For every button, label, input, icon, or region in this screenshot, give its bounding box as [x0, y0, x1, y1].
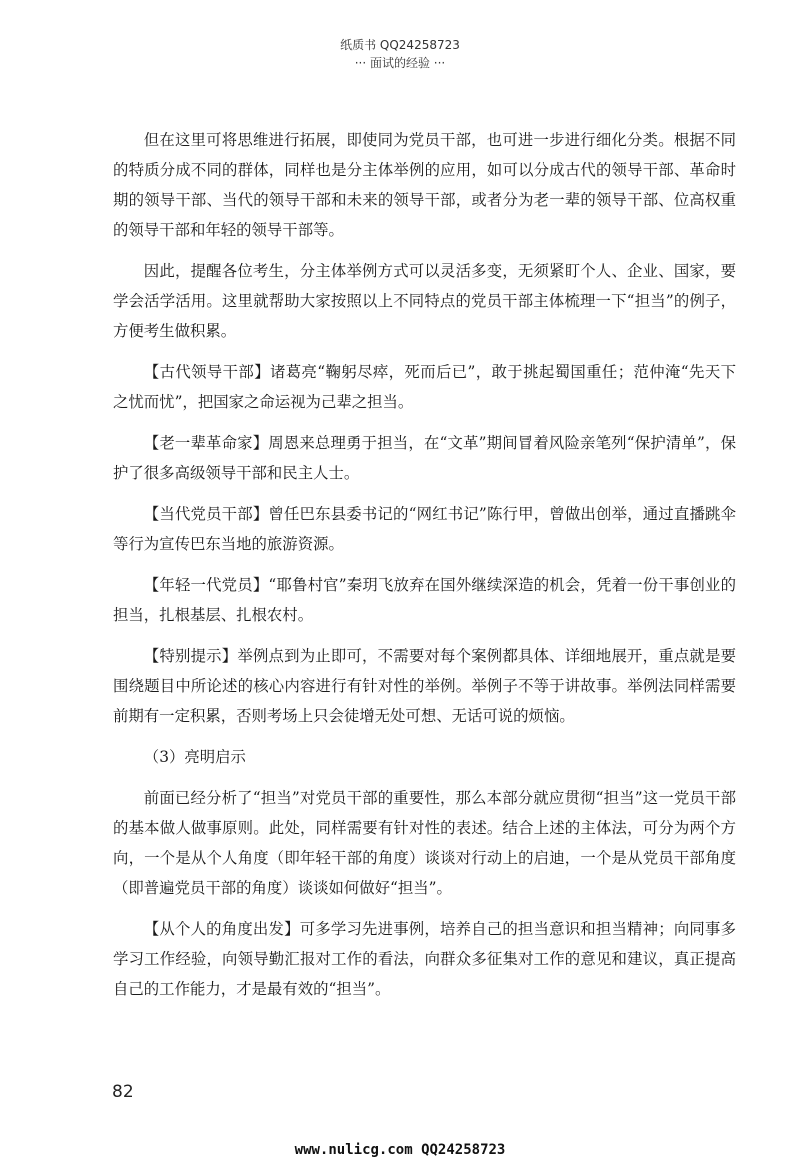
paragraph-text: 周恩来总理勇于担当，在“文革”期间冒着风险亲笔列“保护清单”，保护了很多高级领导干部和民主人士。: [113, 434, 736, 482]
paragraph: [113, 499, 736, 559]
page-number: 82: [112, 1082, 134, 1102]
paragraph-tag: 【年轻一代党员】: [143, 576, 269, 594]
paragraph-tag: 【古代领导干部】: [143, 363, 270, 381]
body-text: [113, 125, 736, 1015]
paragraph-tag: 【老一辈革命家】: [143, 434, 269, 452]
paragraph-text: 但在这里可将思维进行拓展，即使同为党员干部，也可进一步进行细化分类。根据不同的特质分成不同的群体，同样也是分主体举例的应用，如可以分成古代的领导干部、革命时期的领导干部、当代的领导干部和未来的领导干部，或者分为老一辈的领导干部、位高权重的领导干部和年轻的领导干部等。: [113, 131, 736, 239]
paragraph-text: 可多学习先进事例，培养自己的担当意识和担当精神；向同事多学习工作经验，向领导勤汇报对工作的看法，向群众多征集对工作的意见和建议，真正提高自己的工作能力，才是最有效的“担当”。: [113, 920, 736, 998]
paragraph-tag: 【当代党员干部】: [143, 505, 269, 523]
page-header: [0, 38, 800, 71]
paragraph: [113, 914, 736, 1004]
paragraph-text: 前面已经分析了“担当”对党员干部的重要性，那么本部分就应贯彻“担当”这一党员干部的基本做人做事原则。此处，同样需要有针对性的表述。结合上述的主体法，可分为两个方向，一个是从个人角度（即年轻干部的角度）谈谈对行动上的启迪，一个是从党员干部角度（即普遍党员干部的角度）谈谈如何做好“担当”。: [113, 789, 736, 897]
paragraph: [113, 641, 736, 731]
paragraph: [113, 570, 736, 630]
paragraph: [113, 357, 736, 417]
paragraph: [113, 428, 736, 488]
paragraph-tag: 【特别提示】: [143, 647, 238, 665]
paragraph-text: 举例点到为止即可，不需要对每个案例都具体、详细地展开，重点就是要围绕题目中所论述的核心内容进行有针对性的举例。举例子不等于讲故事。举例法同样需要前期有一定积累，否则考场上只会徒增无处可想、无话可说的烦恼。: [113, 647, 736, 725]
footer-watermark: www.nulicg.com QQ24258723: [294, 1142, 506, 1158]
paragraph: [113, 125, 736, 245]
paragraph-text: “耶鲁村官”秦玥飞放弃在国外继续深造的机会，凭着一份干事创业的担当，扎根基层、扎根农村。: [113, 576, 736, 624]
section-heading: [113, 742, 736, 772]
paragraph: [113, 783, 736, 903]
paragraph-text: 曾任巴东县委书记的“网红书记”陈行甲，曾做出创举，通过直播跳伞等行为宣传巴东当地的旅游资源。: [113, 505, 736, 553]
paragraph-text: 诸葛亮“鞠躬尽瘁，死而后已”，敢于挑起蜀国重任；范仲淹“先天下之忧而忧”，把国家之命运视为己辈之担当。: [113, 363, 736, 411]
paragraph-text: 因此，提醒各位考生，分主体举例方式可以灵活多变，无须紧盯个人、企业、国家，要学会活学活用。这里就帮助大家按照以上不同特点的党员干部主体梳理一下“担当”的例子，方便考生做积累。: [113, 262, 736, 340]
paragraph: [113, 256, 736, 346]
paragraph-tag: 【从个人的角度出发】: [143, 920, 300, 938]
header-watermark: 纸质书 QQ24258723: [340, 38, 460, 52]
paragraph-text: （3）亮明启示: [143, 748, 246, 766]
running-title: ··· 面试的经验 ···: [354, 56, 446, 70]
